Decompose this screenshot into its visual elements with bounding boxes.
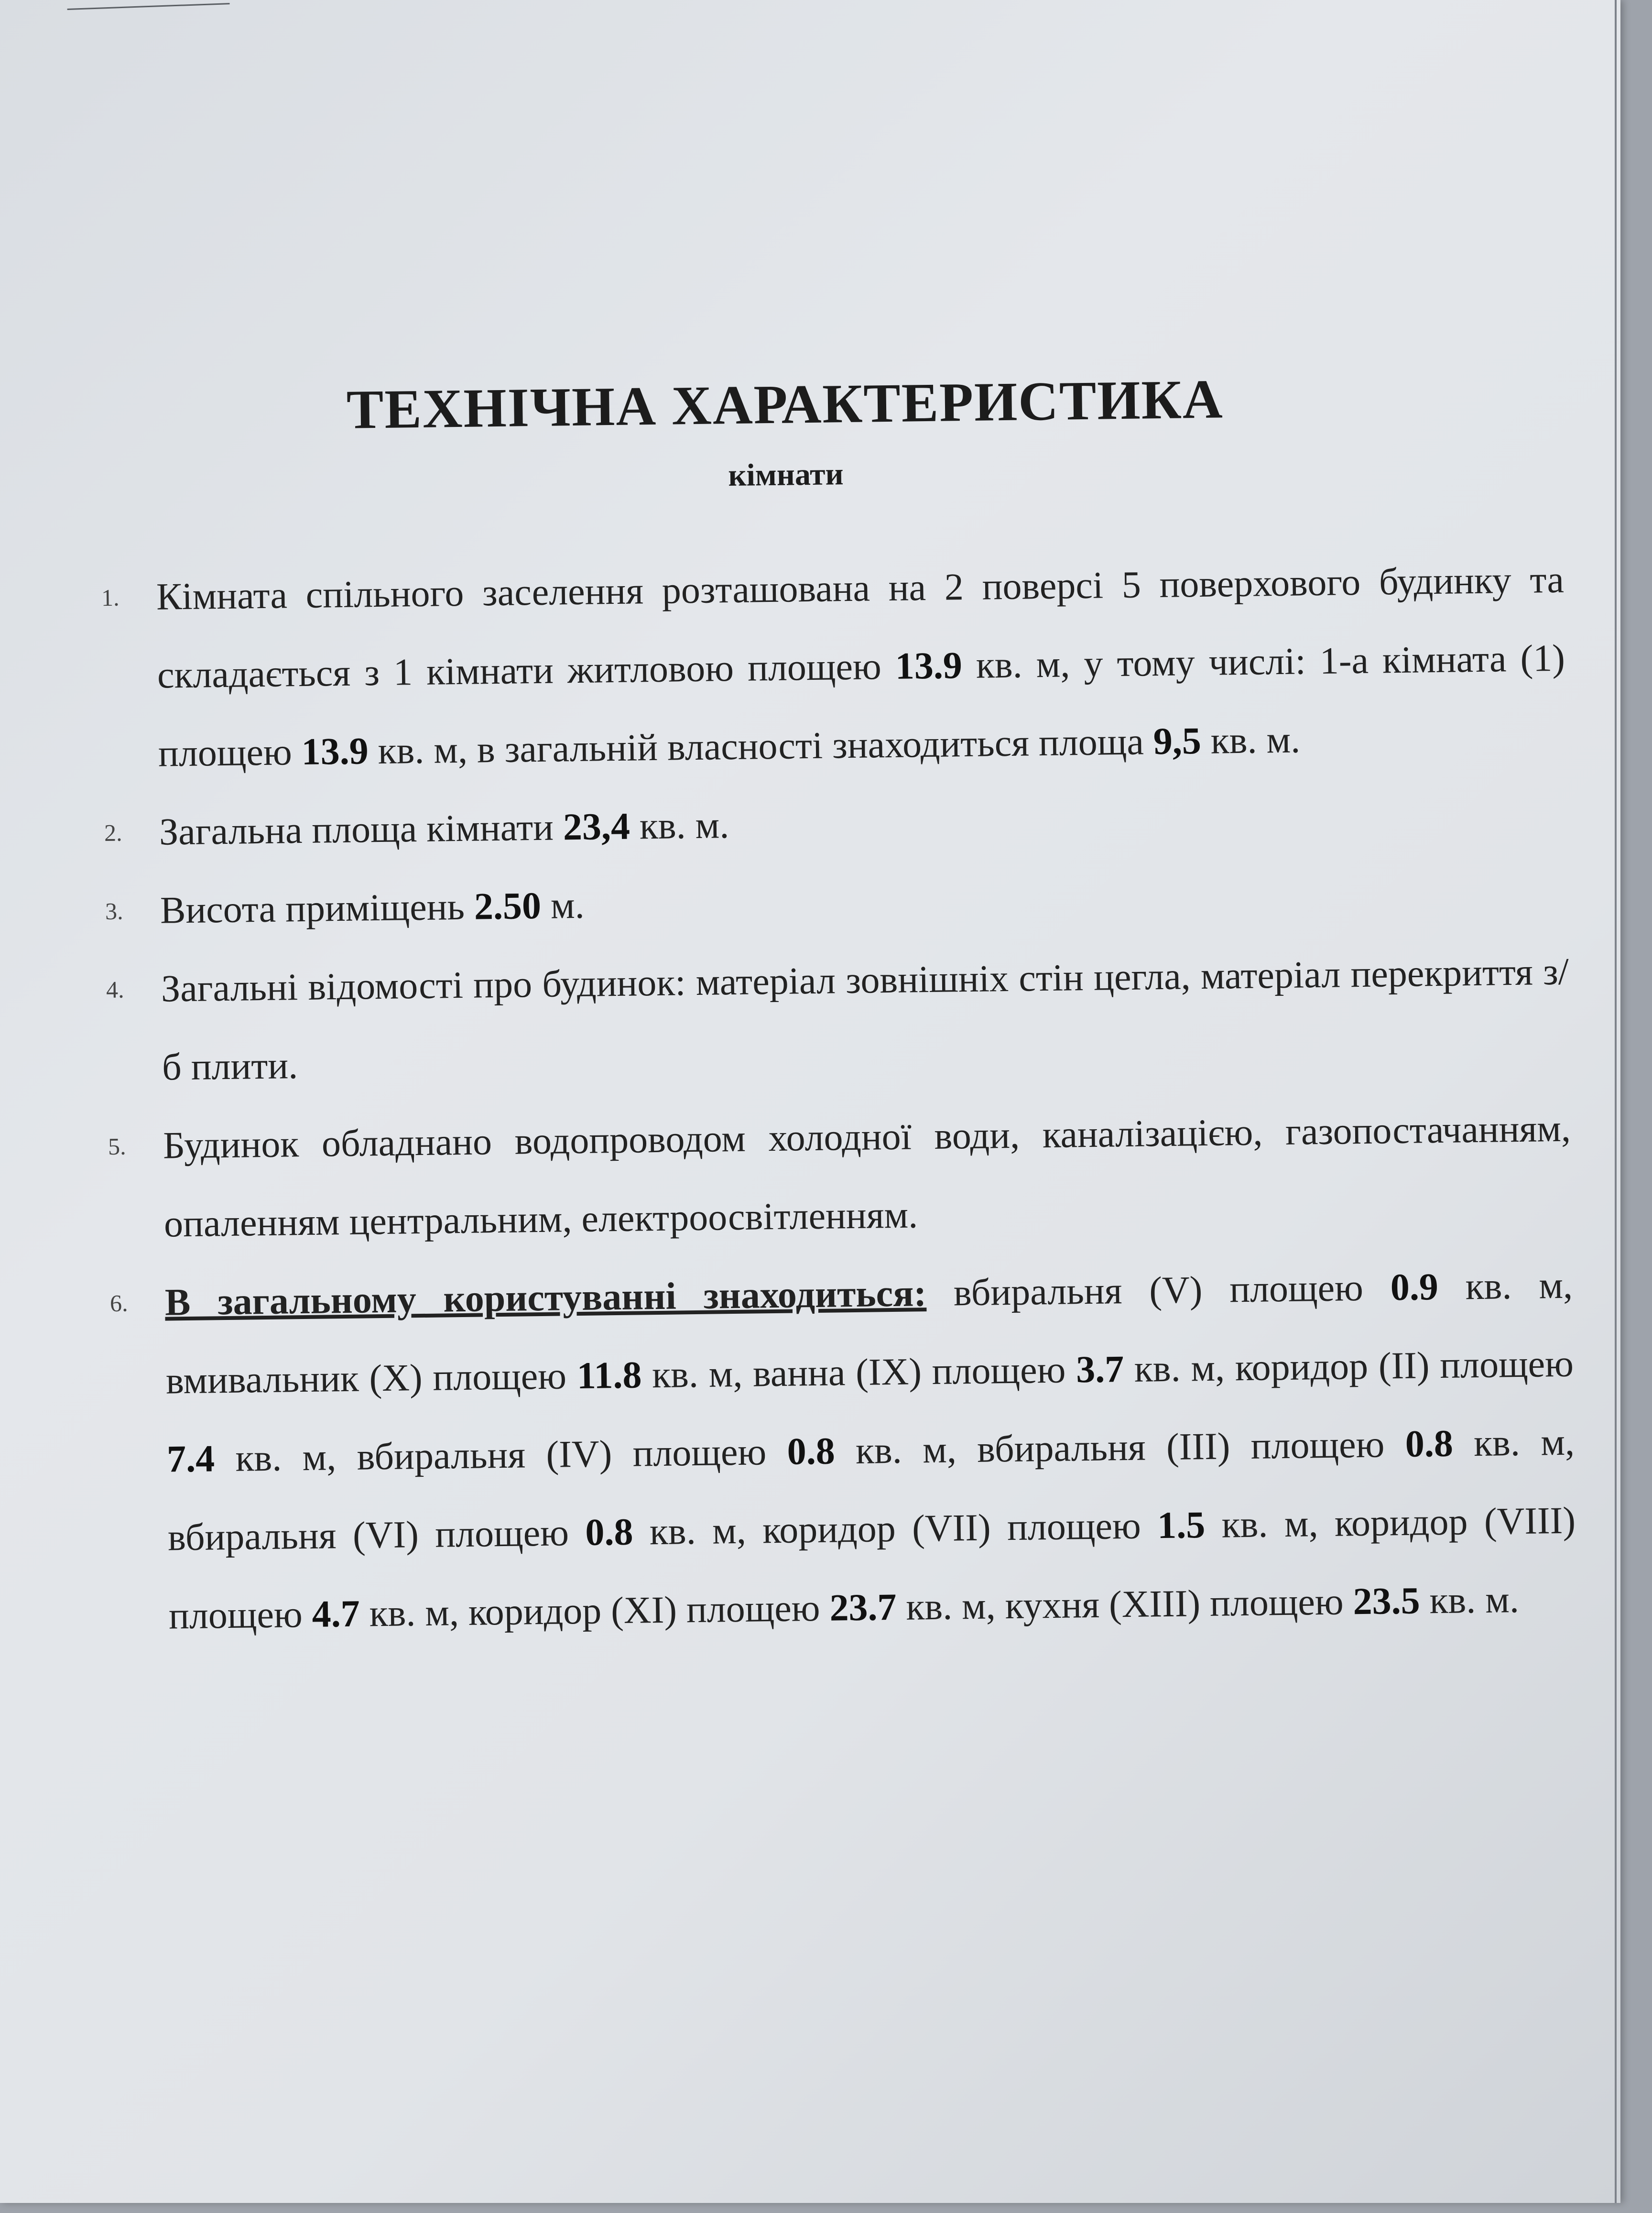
- area-value: 0.8: [787, 1430, 836, 1473]
- item-text: кв. м, коридор (VIII) площею: [168, 1499, 1576, 1637]
- item-text: кв. м, вбиральня (VI) площею: [167, 1421, 1575, 1559]
- item-text: Загальна площа кімнати: [159, 806, 564, 853]
- area-value: 7.4: [166, 1438, 215, 1481]
- area-value: 13.9: [301, 730, 369, 774]
- list-item: [109, 1246, 1577, 1656]
- list-item: [108, 1090, 1572, 1264]
- item-text: кв. м, кухня (XIII) площею: [896, 1581, 1354, 1628]
- area-value: 3.7: [1076, 1348, 1124, 1391]
- area-value: 11.8: [576, 1354, 642, 1397]
- item-text: кв. м, вбиральня (III) площею: [835, 1423, 1406, 1472]
- item-number: 5.: [108, 1133, 126, 1160]
- document-subtitle: кімнати: [728, 457, 844, 493]
- area-value: 23.5: [1353, 1580, 1421, 1623]
- area-value: 13.9: [895, 644, 963, 687]
- item-text: кв. м, коридор (VII) площею: [632, 1504, 1158, 1553]
- item-text: кв. м, у тому числі: 1-а кімната (1) площею: [158, 637, 1565, 775]
- item-number: 3.: [105, 897, 123, 925]
- item-text: кв. м, в загальній власності знаходиться площа: [368, 720, 1154, 773]
- item-text: кв. м, вбиральня (IV) площею: [214, 1430, 788, 1480]
- item-text: вбиральня (V) площею: [926, 1266, 1391, 1315]
- item-number: 1.: [101, 584, 120, 611]
- list-item: [101, 541, 1566, 794]
- item-text: кв. м, вмивальник (X) площею: [165, 1264, 1573, 1402]
- item-text: Будинок обладнано водопроводом холодної води, каналізацією, газопостачанням, опаленням центральним, електроосвітленням.: [163, 1107, 1571, 1245]
- item-text: кв. м.: [1201, 719, 1301, 763]
- item-text: Загальні відомості про будинок: матеріал зовнішніх стін цегла, матеріал перекриття з/б плити.: [161, 950, 1569, 1089]
- area-value: 9,5: [1153, 720, 1202, 763]
- area-value: 4.7: [312, 1592, 360, 1635]
- area-value: 0.8: [1405, 1422, 1454, 1465]
- item-text: кв. м, коридор (XI) площею: [359, 1587, 830, 1635]
- item-text: кв. м.: [1420, 1579, 1520, 1622]
- area-value: 23.7: [829, 1586, 897, 1629]
- area-value: 0.9: [1390, 1266, 1439, 1309]
- item-number: 6.: [109, 1289, 128, 1317]
- area-value: 23,4: [563, 805, 630, 849]
- area-value: 0.8: [585, 1511, 633, 1554]
- characteristics-list: [101, 541, 1577, 1656]
- list-item: [106, 933, 1570, 1107]
- document-title: ТЕХНІЧНА ХАРАКТЕРИСТИКА: [346, 369, 1224, 441]
- item-text: Висота приміщень: [160, 885, 475, 932]
- item-number: 2.: [104, 819, 122, 847]
- item-text: кв. м, ванна (IX) площею: [641, 1349, 1076, 1396]
- item-number: 4.: [106, 976, 124, 1003]
- item-text: кв. м, коридор (II) площею: [1123, 1342, 1574, 1391]
- height-value: 2.50: [474, 884, 542, 928]
- common-use-heading: В загальному користуванні знаходиться:: [164, 1272, 927, 1324]
- item-text: Кімната спільного заселення розташована на 2 поверсі 5 поверхового будинку та складається з 1 кімнати житловою площею: [156, 558, 1565, 697]
- item-text: м.: [541, 884, 585, 927]
- item-text: кв. м.: [630, 804, 729, 848]
- area-value: 1.5: [1157, 1504, 1206, 1547]
